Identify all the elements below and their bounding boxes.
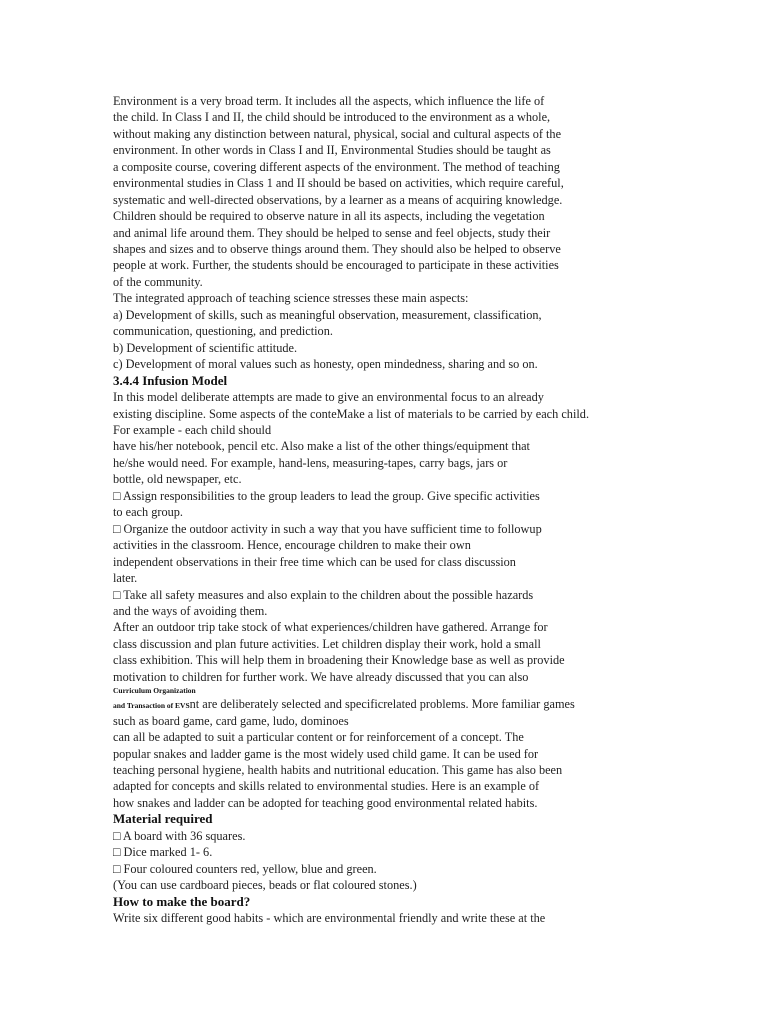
body-text-line: teaching personal hygiene, health habits and nutritional education. This game has also been <box>113 763 563 777</box>
body-text-line: without making any distinction between natural, physical, social and cultural aspects of the <box>113 127 562 141</box>
body-text-line: have his/her notebook, pencil etc. Also make a list of the other things/equipment that <box>113 439 530 453</box>
body-text-line: c) Development of moral values such as honesty, open mindedness, sharing and so on. <box>113 357 538 371</box>
body-text-line: Children should be required to observe nature in all its aspects, including the vegetation <box>113 209 545 223</box>
body-text-line: and the ways of avoiding them. <box>113 604 268 618</box>
body-text-line: Write six different good habits - which are environmental friendly and write these at the <box>113 911 546 925</box>
body-text-line: the child. In Class I and II, the child should be introduced to the environment as a whole, <box>113 110 551 124</box>
body-text-line: can all be adapted to suit a particular content or for reinforcement of a concept. The <box>113 730 524 744</box>
body-text-line: and animal life around them. They should be helped to sense and feel objects, study their <box>113 226 551 240</box>
body-text-line: The integrated approach of teaching science stresses these main aspects: <box>113 291 469 305</box>
material-list-item: □ Dice marked 1- 6. <box>113 845 213 859</box>
body-text-line: □ Assign responsibilities to the group leaders to lead the group. Give specific activities <box>113 489 540 503</box>
body-text-line: communication, questioning, and prediction. <box>113 324 333 338</box>
body-text-line: In this model deliberate attempts are made to give an environmental focus to an already <box>113 390 544 404</box>
body-text-line: independent observations in their free time which can be used for class discussion <box>113 555 516 569</box>
body-text-line: a composite course, covering different aspects of the environment. The method of teaching <box>113 160 560 174</box>
body-text-line: later. <box>113 571 138 585</box>
running-header-continuation-line <box>113 696 575 714</box>
body-text-continuation: nt are deliberately selected and specificrelated problems. More familiar games <box>189 697 575 711</box>
body-text-line: people at work. Further, the students should be encouraged to participate in these activities <box>113 258 559 272</box>
body-text-line: class exhibition. This will help them in broadening their Knowledge base as well as provide <box>113 653 565 667</box>
body-text-line: b) Development of scientific attitude. <box>113 341 298 355</box>
body-text-line: systematic and well-directed observations, by a learner as a means of acquiring knowledge. <box>113 193 563 207</box>
running-header-line-2: and Transaction of EVS <box>113 701 190 710</box>
body-text-line: For example - each child should <box>113 423 272 437</box>
body-text-line: □ Take all safety measures and also explain to the children about the possible hazards <box>113 588 534 602</box>
body-text-line: he/she would need. For example, hand-lens, measuring-tapes, carry bags, jars or <box>113 456 508 470</box>
body-text-line: of the community. <box>113 275 203 289</box>
body-text-line: popular snakes and ladder game is the most widely used child game. It can be used for <box>113 747 539 761</box>
body-text-line: such as board game, card game, ludo, dominoes <box>113 714 349 728</box>
body-text-line: how snakes and ladder can be adopted for teaching good environmental related habits. <box>113 796 538 810</box>
section-heading-material-required: Material required <box>113 811 213 826</box>
body-text-line: shapes and sizes and to observe things around them. They should also be helped to observe <box>113 242 561 256</box>
material-list-item: (You can use cardboard pieces, beads or flat coloured stones.) <box>113 878 417 892</box>
body-text-line: Environment is a very broad term. It includes all the aspects, which influence the life of <box>113 94 545 108</box>
body-text-line: a) Development of skills, such as meaningful observation, measurement, classification, <box>113 308 542 322</box>
body-text-line: environmental studies in Class 1 and II should be based on activities, which require careful, <box>113 176 564 190</box>
body-text-line: class discussion and plan future activities. Let children display their work, hold a small <box>113 637 541 651</box>
material-list-item: □ A board with 36 squares. <box>113 829 246 843</box>
body-text-line: adapted for concepts and skills related to environmental studies. Here is an example of <box>113 779 540 793</box>
section-heading-infusion-model: 3.4.4 Infusion Model <box>113 373 228 388</box>
running-header-line-1: Curriculum Organization <box>113 686 196 695</box>
section-heading-how-to-make-board: How to make the board? <box>113 894 251 909</box>
body-text-line: □ Organize the outdoor activity in such a way that you have sufficient time to followup <box>113 522 542 536</box>
body-text-line: motivation to children for further work. We have already discussed that you can also <box>113 670 529 684</box>
body-text-line: to each group. <box>113 505 183 519</box>
body-text-line: activities in the classroom. Hence, encourage children to make their own <box>113 538 471 552</box>
body-text-line: existing discipline. Some aspects of the conteMake a list of materials to be carried by each child. <box>113 407 590 421</box>
body-text-line: bottle, old newspaper, etc. <box>113 472 242 486</box>
material-list-item: □ Four coloured counters red, yellow, blue and green. <box>113 862 377 876</box>
body-text-line: After an outdoor trip take stock of what experiences/children have gathered. Arrange for <box>113 620 548 634</box>
body-text-line: environment. In other words in Class I and II, Environmental Studies should be taught as <box>113 143 551 157</box>
